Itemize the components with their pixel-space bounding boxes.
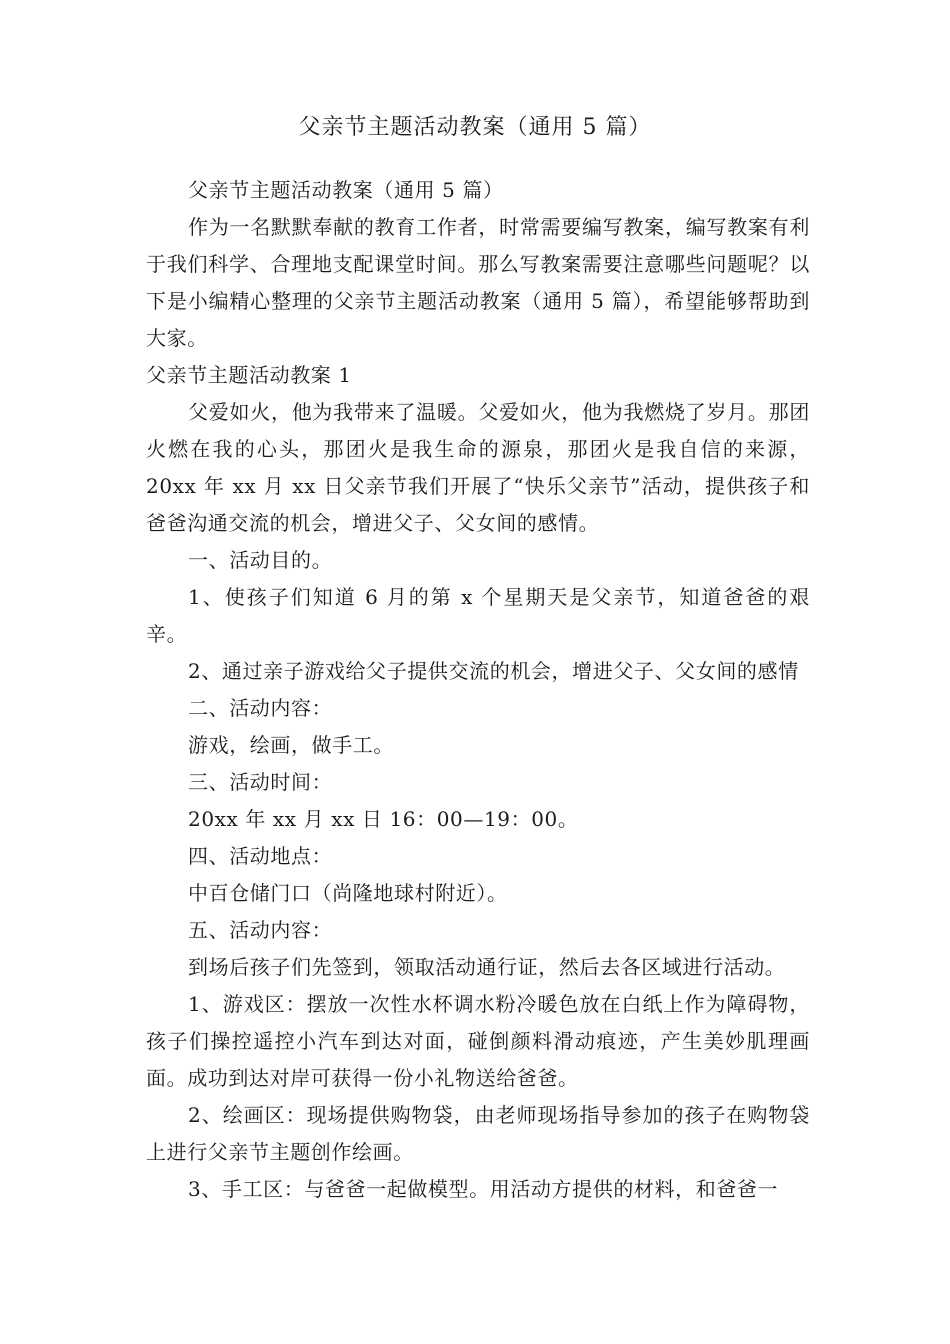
paragraph: 中百仓储门口（尚隆地球村附近）。	[188, 881, 508, 905]
paragraph: 1、游戏区：摆放一次性水杯调水粉冷暖色放在白纸上作为障碍物，孩子们操控遥控小汽车到达对面，碰倒颜料滑动痕迹，产生美妙肌理画面。成功到达对岸可获得一份小礼物送给爸爸。	[146, 992, 810, 1090]
document-body	[146, 172, 810, 1208]
paragraph: 作为一名默默奉献的教育工作者，时常需要编写教案，编写教案有利于我们科学、合理地支配课堂时间。那么写教案需要注意哪些问题呢？以下是小编精心整理的父亲节主题活动教案（通用 5 篇），希望能够帮助到大家。	[146, 215, 810, 350]
section-heading: 父亲节主题活动教案 1	[146, 363, 352, 387]
document-title: 父亲节主题活动教案（通用 5 篇）	[298, 115, 652, 140]
paragraph: 3、手工区：与爸爸一起做模型。用活动方提供的材料，和爸爸一	[188, 1177, 779, 1201]
paragraph: 到场后孩子们先签到，领取活动通行证，然后去各区域进行活动。	[188, 955, 786, 979]
paragraph: 四、活动地点：	[188, 844, 333, 868]
paragraph: 1、使孩子们知道 6 月的第 x 个星期天是父亲节，知道爸爸的艰辛。	[146, 585, 810, 646]
paragraph: 一、活动目的。	[188, 548, 333, 572]
paragraph: 游戏，绘画，做手工。	[188, 733, 394, 757]
paragraph: 三、活动时间：	[188, 770, 333, 794]
paragraph: 2、绘画区：现场提供购物袋，由老师现场指导参加的孩子在购物袋上进行父亲节主题创作绘画。	[146, 1103, 810, 1164]
paragraph: 20xx 年 xx 月 xx 日 16：00—19：00。	[188, 807, 579, 831]
paragraph: 父亲节主题活动教案（通用 5 篇）	[188, 178, 504, 202]
paragraph: 二、活动内容：	[188, 696, 333, 720]
paragraph: 2、通过亲子游戏给父子提供交流的机会，增进父子、父女间的感情	[188, 659, 799, 683]
paragraph: 父爱如火，他为我带来了温暖。父爱如火，他为我燃烧了岁月。那团火燃在我的心头，那团火是我生命的源泉，那团火是我自信的来源，20xx 年 xx 月 xx 日父亲节我们开展了“快乐父亲节”活动，提供孩子和爸爸沟通交流的机会，增进父子、父女间的感情。	[146, 400, 810, 535]
paragraph: 五、活动内容：	[188, 918, 333, 942]
